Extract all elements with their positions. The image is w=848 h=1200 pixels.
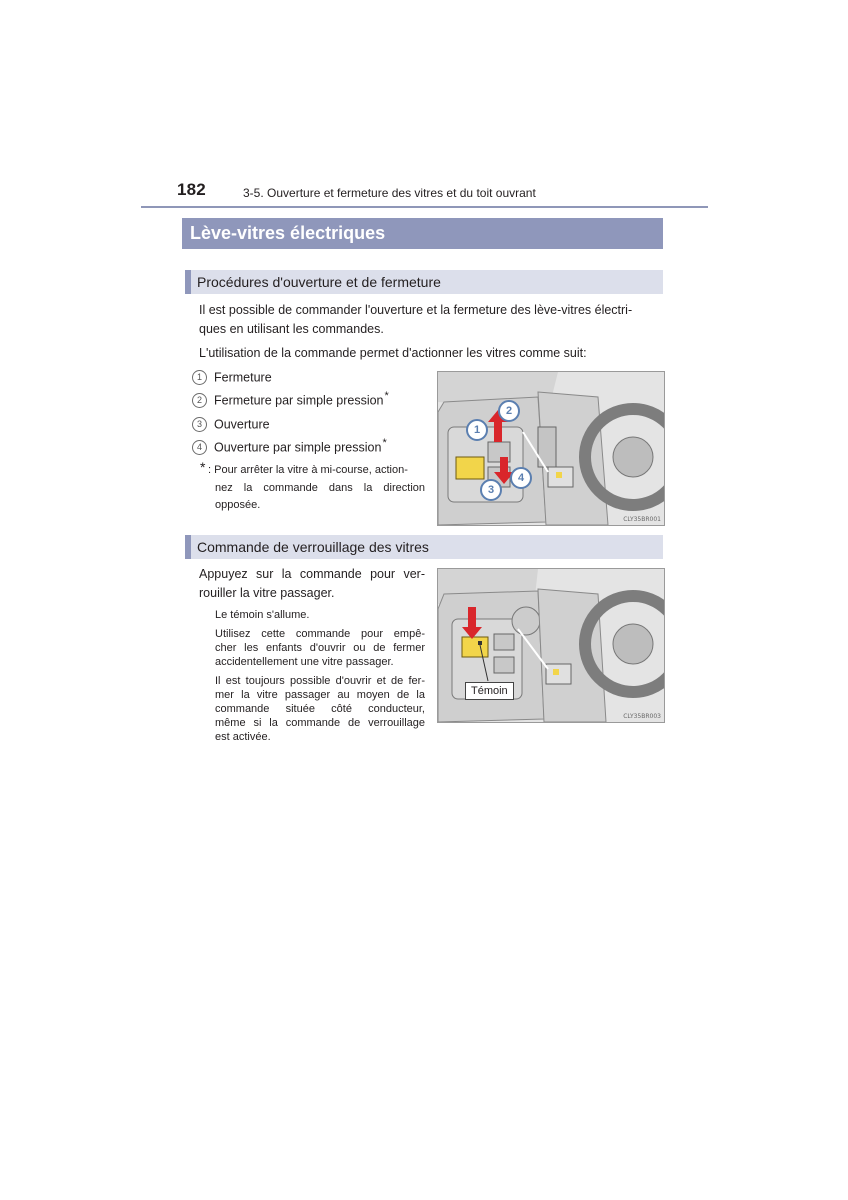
list-item [192, 415, 271, 433]
callout-1: 1 [466, 419, 488, 441]
footnote-line1: : Pour arrêter la vitre à mi-course, action- [208, 464, 408, 476]
figure-code: CLY35BR003 [623, 713, 661, 720]
window-switch-drawing [438, 372, 664, 525]
section2-intro-line1: Appuyez sur la commande pour ver- [199, 567, 425, 581]
callout-4: 4 [510, 467, 532, 489]
callout-3: 3 [480, 479, 502, 501]
list-item-label: Ouverture [214, 417, 270, 432]
main-title: Lève-vitres électriques [182, 218, 663, 249]
section2-note3-line5: est activée. [215, 731, 271, 743]
section1-para1-line1: Il est possible de commander l'ouverture et la fermeture des lève-vitres électri- [199, 303, 633, 317]
footnote-line2: nez la commande dans la direction [215, 482, 425, 494]
window-lock-illustration [437, 568, 665, 723]
list-item [192, 438, 387, 456]
section2-title: Commande de verrouillage des vitres [185, 535, 663, 559]
section2-note3-line4: même si la commande de verrouillage [215, 717, 425, 729]
list-item-label: Ouverture par simple pression [214, 440, 382, 455]
asterisk-mark: * [384, 390, 389, 402]
list-item-label: Fermeture par simple pression [214, 393, 384, 408]
section2-note2-line3: accidentellement une vitre passager. [215, 656, 394, 668]
section2-note2-line1: Utilisez cette commande pour empê- [215, 628, 425, 640]
section1-para1-line2: ques en utilisant les commandes. [199, 322, 384, 336]
indicator-label: Témoin [465, 682, 514, 700]
section2-note1: Le témoin s'allume. [215, 609, 310, 621]
step-number-icon: 3 [192, 417, 207, 432]
list-item [192, 391, 389, 409]
window-switch-illustration [437, 371, 665, 526]
section1-para2: L'utilisation de la commande permet d'actionner les vitres comme suit: [199, 346, 587, 360]
footnote-mark: * [200, 459, 206, 475]
section2-intro-line2: rouiller la vitre passager. [199, 586, 335, 600]
header-rule [141, 206, 708, 208]
section2-note2-line2: cher les enfants d'ouvrir ou de fermer [215, 642, 425, 654]
list-item-label: Fermeture [214, 370, 272, 385]
callout-2: 2 [498, 400, 520, 422]
footnote-line3: opposée. [215, 499, 261, 511]
section2-note3-line1: Il est toujours possible d'ouvrir et de fer- [215, 675, 425, 687]
section2-note3-line2: mer la vitre passager au moyen de la [215, 689, 425, 701]
page-number: 182 [177, 180, 206, 199]
step-number-icon: 4 [192, 440, 207, 455]
section2-note3-line3: commande située côté conducteur, [215, 703, 425, 715]
section1-title: Procédures d'ouverture et de fermeture [185, 270, 663, 294]
asterisk-mark: * [382, 437, 387, 449]
figure-code: CLY35BR001 [623, 516, 661, 523]
section-path: 3-5. Ouverture et fermeture des vitres et du toit ouvrant [243, 186, 536, 200]
list-item [192, 368, 273, 386]
step-number-icon: 1 [192, 370, 207, 385]
step-number-icon: 2 [192, 393, 207, 408]
